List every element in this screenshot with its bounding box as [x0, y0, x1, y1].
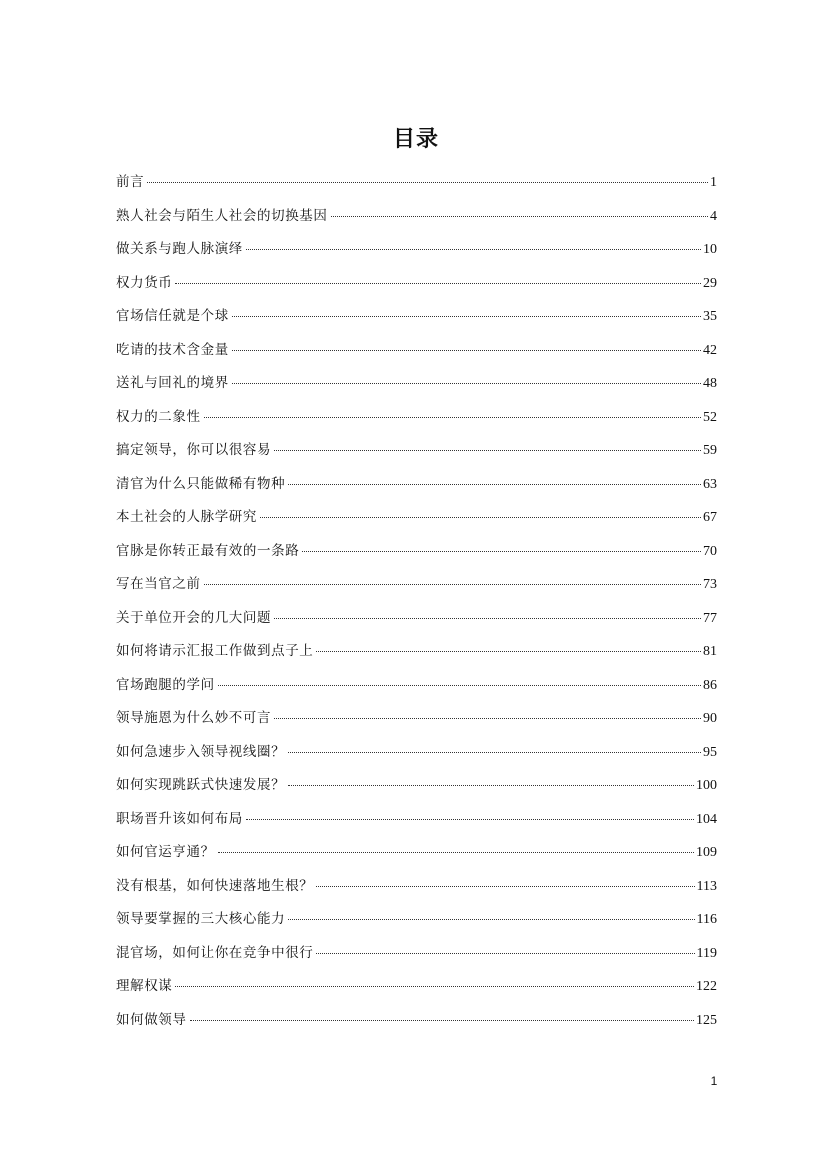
- toc-entry-title: 官脉是你转正最有效的一条路: [116, 542, 300, 559]
- toc-entry[interactable]: [116, 440, 717, 474]
- toc-dot-leader: [246, 819, 694, 820]
- toc-entry-title: 官场跑腿的学问: [116, 676, 215, 693]
- toc-entry[interactable]: [116, 842, 717, 876]
- toc-entry[interactable]: [116, 541, 717, 575]
- toc-entry-page: 29: [703, 275, 717, 291]
- toc-entry[interactable]: [116, 273, 717, 307]
- toc-entry-title: 如何做领导: [116, 1011, 187, 1028]
- toc-entry[interactable]: [116, 407, 717, 441]
- toc-entry-page: 4: [710, 208, 717, 224]
- toc-entry-title: 送礼与回礼的境界: [116, 375, 229, 391]
- toc-entry[interactable]: [116, 1010, 717, 1044]
- toc-entry[interactable]: [116, 909, 717, 943]
- toc-dot-leader: [288, 752, 701, 753]
- toc-entry[interactable]: [116, 708, 717, 742]
- toc-entry[interactable]: [116, 172, 717, 206]
- toc-list: [116, 172, 717, 1043]
- toc-entry[interactable]: [116, 943, 717, 977]
- toc-dot-leader: [147, 182, 708, 183]
- toc-entry-page: 95: [703, 744, 717, 760]
- toc-entry-title: 官场信任就是个球: [116, 308, 229, 324]
- toc-entry-page: 122: [696, 979, 717, 994]
- toc-entry-page: 119: [696, 945, 717, 961]
- toc-entry-page: 100: [696, 778, 717, 793]
- toc-entry[interactable]: [116, 809, 717, 843]
- toc-dot-leader: [302, 551, 701, 552]
- toc-entry-title: 吃请的技术含金量: [116, 341, 229, 358]
- toc-entry-title: 做关系与跑人脉演绎: [116, 241, 243, 257]
- toc-entry-page: 59: [703, 443, 717, 458]
- toc-entry-title: 权力货币: [116, 274, 173, 291]
- toc-entry-title: 搞定领导，你可以很容易: [116, 442, 272, 458]
- toc-entry-page: 35: [703, 309, 717, 324]
- toc-entry[interactable]: [116, 608, 717, 642]
- toc-entry-page: 52: [703, 409, 717, 425]
- toc-entry[interactable]: [116, 507, 717, 541]
- toc-entry-title: 职场晋升该如何布局: [116, 810, 243, 827]
- toc-dot-leader: [288, 785, 694, 786]
- toc-entry-page: 42: [703, 342, 717, 358]
- toc-entry-page: 77: [703, 610, 717, 626]
- toc-entry[interactable]: [116, 775, 717, 809]
- toc-dot-leader: [288, 919, 694, 920]
- toc-entry-page: 10: [703, 242, 717, 257]
- toc-entry[interactable]: [116, 675, 717, 709]
- toc-entry[interactable]: [116, 206, 717, 240]
- toc-entry-page: 67: [703, 510, 717, 525]
- toc-entry-title: 本土社会的人脉学研究: [116, 509, 257, 525]
- toc-dot-leader: [316, 953, 694, 954]
- toc-dot-leader: [288, 484, 701, 485]
- toc-entry-title: 写在当官之前: [116, 576, 201, 592]
- toc-dot-leader: [218, 685, 701, 686]
- toc-dot-leader: [274, 450, 701, 451]
- toc-entry[interactable]: [116, 976, 717, 1010]
- toc-entry-page: 104: [696, 811, 717, 827]
- toc-entry-title: 领导施恩为什么妙不可言: [116, 710, 272, 726]
- toc-dot-leader: [232, 383, 701, 384]
- toc-entry-page: 125: [696, 1012, 717, 1028]
- toc-entry[interactable]: [116, 641, 717, 675]
- toc-dot-leader: [175, 283, 701, 284]
- toc-title: 目录: [392, 127, 439, 152]
- toc-dot-leader: [204, 584, 701, 585]
- toc-entry-title: 关于单位开会的几大问题: [116, 609, 272, 626]
- toc-dot-leader: [331, 216, 709, 217]
- toc-entry-page: 63: [703, 476, 717, 492]
- toc-entry-title: 混官场，如何让你在竞争中很行: [116, 944, 314, 961]
- toc-entry-page: 70: [703, 543, 717, 559]
- toc-entry-title: 前言: [116, 174, 145, 190]
- toc-entry[interactable]: [116, 574, 717, 608]
- toc-dot-leader: [316, 886, 694, 887]
- toc-entry[interactable]: [116, 876, 717, 910]
- toc-entry-title: 权力的二象性: [116, 408, 201, 425]
- toc-dot-leader: [204, 417, 701, 418]
- toc-entry-page: 116: [696, 912, 717, 927]
- toc-entry-page: 81: [703, 644, 717, 659]
- toc-entry-title: 熟人社会与陌生人社会的切换基因: [116, 207, 328, 224]
- toc-entry[interactable]: [116, 373, 717, 407]
- toc-entry[interactable]: [116, 306, 717, 340]
- toc-entry-page: 1: [710, 175, 717, 190]
- toc-dot-leader: [246, 249, 701, 250]
- toc-dot-leader: [175, 986, 694, 987]
- toc-entry-title: 如何将请示汇报工作做到点子上: [116, 643, 314, 659]
- toc-entry-title: 如何官运亨通？: [116, 844, 215, 860]
- toc-dot-leader: [190, 1020, 695, 1021]
- toc-entry[interactable]: [116, 742, 717, 776]
- toc-dot-leader: [316, 651, 701, 652]
- toc-dot-leader: [218, 852, 694, 853]
- toc-entry-title: 领导要掌握的三大核心能力: [116, 911, 286, 927]
- toc-entry[interactable]: [116, 340, 717, 374]
- toc-entry-title: 清官为什么只能做稀有物种: [116, 475, 286, 492]
- toc-dot-leader: [260, 517, 701, 518]
- toc-entry-page: 48: [703, 376, 717, 391]
- toc-entry[interactable]: [116, 474, 717, 508]
- toc-entry[interactable]: [116, 239, 717, 273]
- toc-entry-title: 如何急速步入领导视线圈？: [116, 743, 286, 760]
- toc-entry-page: 109: [696, 845, 717, 860]
- toc-entry-title: 理解权谋: [116, 978, 173, 994]
- toc-entry-title: 没有根基，如何快速落地生根？: [116, 877, 314, 894]
- page-number: 1: [710, 1074, 718, 1088]
- toc-entry-page: 73: [703, 577, 717, 592]
- toc-entry-page: 86: [703, 677, 717, 693]
- toc-dot-leader: [274, 618, 701, 619]
- toc-entry-title: 如何实现跳跃式快速发展？: [116, 777, 286, 793]
- toc-dot-leader: [232, 350, 701, 351]
- toc-dot-leader: [274, 718, 701, 719]
- toc-dot-leader: [232, 316, 701, 317]
- toc-entry-page: 113: [696, 878, 717, 894]
- toc-entry-page: 90: [703, 711, 717, 726]
